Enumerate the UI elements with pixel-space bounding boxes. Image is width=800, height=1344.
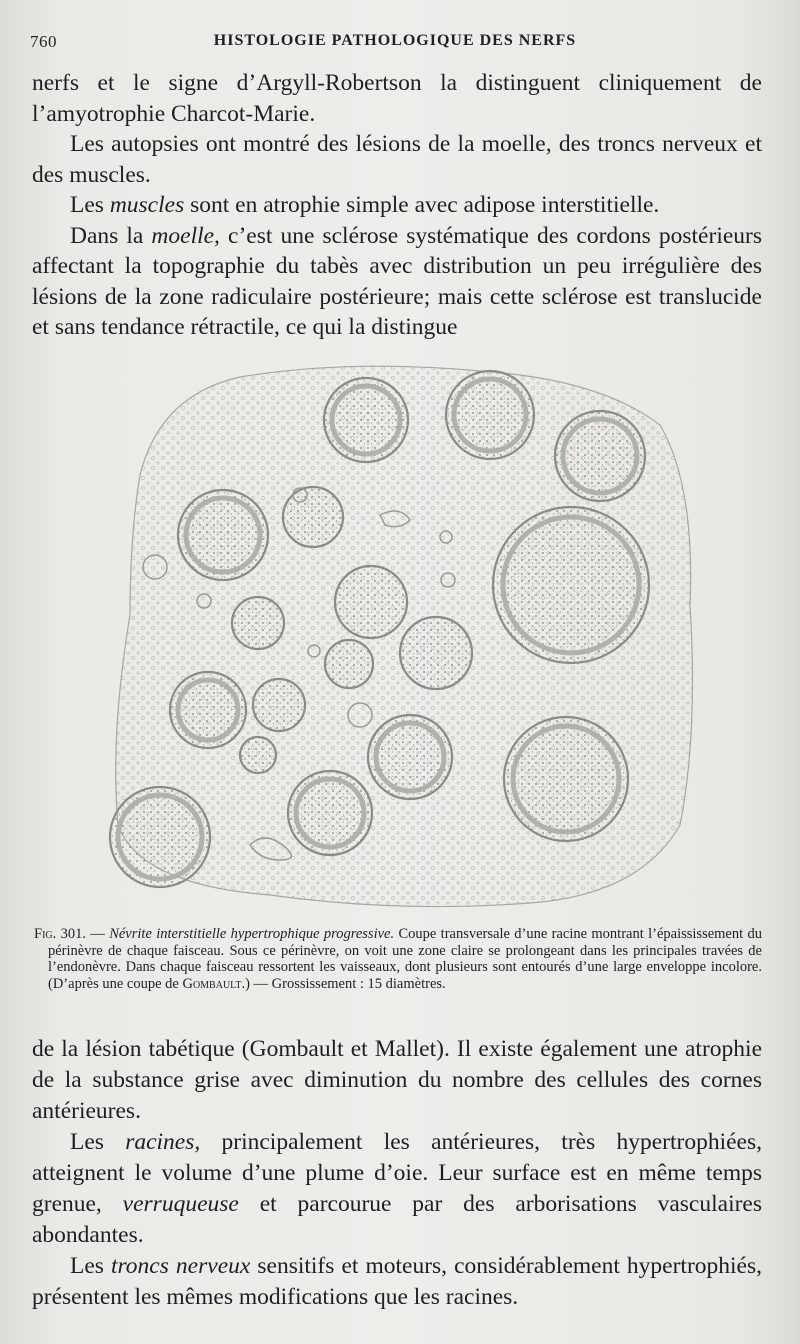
- paragraph: Les muscles sont en atrophie simple avec adipose interstitielle.: [70, 192, 660, 218]
- figure-label: Fig. 301.: [34, 926, 86, 942]
- figure-author: Gombault: [182, 975, 242, 992]
- nerve-cross-section-illustration: [100, 355, 700, 915]
- paragraph: Dans la moelle, c’est une sclérose systématique des cordons postérieurs affectant la topographie du tabès avec distribution un peu irrégulière des lésions de la zone radiculaire postérieure; mais cette sclérose est translucide et sans tendance rétractile, ce qui la distingue: [32, 222, 762, 340]
- paragraph: de la lésion tabétique (Gombault et Mallet). Il existe également une atrophie de la substance grise avec diminution du nombre des cellules des cornes antérieures.: [32, 1036, 762, 1124]
- paragraph: Les racines, principalement les antérieures, très hypertrophiées, atteignent le volume d’une plume d’oie. Leur surface est en même temps grenue, verruqueuse et parcourue par des arborisations vasculaires abondantes.: [32, 1129, 763, 1248]
- figure-caption: Fig. 301. — Névrite interstitielle hypertrophique progressive. Coupe transversale d’une racine montrant l’épaississement du périnèvre de chaque faisceau. Sous ce périnèvre, on voit une zone claire se prolongeant dans les principales travées de l’endonèvre. Dans chaque faisceau ressortent les vaisseaux, dont plusieurs sont entourés d’une large enveloppe incolore. (D’après une coupe de Gombault.) — Grossissement : 15 diamètres.: [34, 926, 762, 992]
- emphasis: troncs nerveux: [111, 1253, 251, 1279]
- paragraph: nerfs et le signe d’Argyll-Robertson la distinguent cliniquement de l’amyotrophie Charcot-Marie.: [32, 70, 762, 127]
- figure-text: Coupe transversale d’une racine montrant l’épaississement du périnèvre de chaque faisceau. Sous ce périnèvre, on voit une zone claire se prolongeant dans les principales travées de l’endonèvre. Dans chaque faisceau ressortent les vaisseaux, dont plusieurs sont entourés d’une large enveloppe incolore. (D’après une coupe de: [48, 926, 762, 992]
- page-number: 760: [30, 32, 57, 51]
- text-block-bottom: [32, 1034, 762, 1313]
- paragraph: Les autopsies ont montré des lésions de la moelle, des troncs nerveux et des muscles.: [32, 131, 762, 188]
- running-title: HISTOLOGIE PATHOLOGIQUE DES NERFS: [213, 32, 577, 49]
- emphasis: verruqueuse: [122, 1191, 239, 1217]
- emphasis: muscles: [109, 192, 185, 218]
- emphasis: moelle,: [151, 222, 220, 249]
- text-block-top: [32, 68, 762, 343]
- figure-nerve-section: [100, 355, 700, 915]
- figure-title: Névrite interstitielle hypertrophique progressive.: [109, 926, 395, 942]
- page-header: [30, 32, 760, 56]
- paragraph: Les troncs nerveux sensitifs et moteurs, considérablement hypertrophiés, présentent les mêmes modifications que les racines.: [32, 1253, 763, 1310]
- emphasis: racines,: [125, 1129, 201, 1155]
